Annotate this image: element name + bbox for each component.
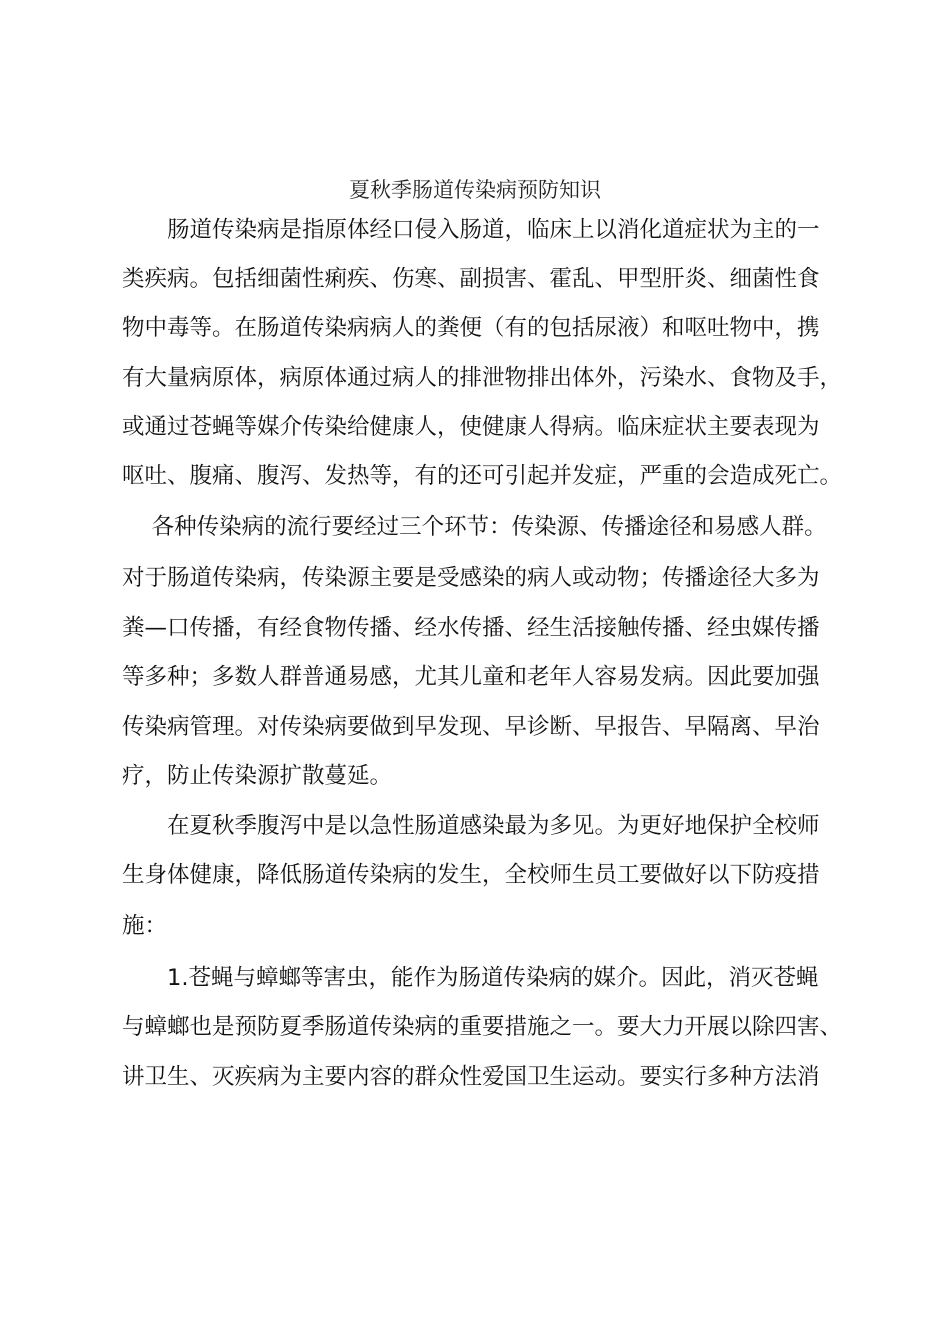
body-line: 在夏秋季腹泻中是以急性肠道感染最为多见。为更好地保护全校师	[122, 813, 820, 839]
body-line: 肠道传染病是指原体经口侵入肠道，临床上以消化道症状为主的一	[122, 217, 820, 243]
body-line: 等多种；多数人群普通易感，尤其儿童和老年人容易发病。因此要加强	[122, 664, 820, 690]
body-line: 与蟑螂也是预防夏季肠道传染病的重要措施之一。要大力开展以除四害、	[122, 1014, 843, 1040]
body-line: 生身体健康，降低肠道传染病的发生，全校师生员工要做好以下防疫措	[122, 862, 820, 888]
body-line: 各种传染病的流行要经过三个环节：传染源、传播途径和易感人群。	[122, 514, 827, 540]
body-line: 对于肠道传染病，传染源主要是受感染的病人或动物；传播途径大多为	[122, 565, 820, 591]
body-line: 施：	[122, 913, 168, 939]
body-line: 物中毒等。在肠道传染病病人的粪便（有的包括尿液）和呕吐物中，携	[122, 315, 820, 341]
body-line: 讲卫生、灭疾病为主要内容的群众性爱国卫生运动。要实行多种方法消	[122, 1064, 820, 1090]
body-line: 传染病管理。对传染病要做到早发现、早诊断、早报告、早隔离、早治	[122, 714, 820, 740]
document-title: 夏秋季肠道传染病预防知识	[349, 178, 601, 202]
body-line: 或通过苍蝇等媒介传染给健康人，使健康人得病。临床症状主要表现为	[122, 414, 820, 440]
body-line: 有大量病原体，病原体通过病人的排泄物排出体外，污染水、食物及手，	[122, 365, 843, 391]
body-line: 1.苍蝇与蟑螂等害虫，能作为肠道传染病的媒介。因此，消灭苍蝇	[122, 965, 819, 991]
body-line: 类疾病。包括细菌性痢疾、伤寒、副损害、霍乱、甲型肝炎、细菌性食	[122, 266, 820, 292]
body-line: 呕吐、腹痛、腹泻、发热等，有的还可引起并发症，严重的会造成死亡。	[122, 463, 843, 489]
body-line: 疗，防止传染源扩散蔓延。	[122, 763, 393, 789]
body-line: 粪—口传播，有经食物传播、经水传播、经生活接触传播、经虫媒传播	[122, 615, 820, 641]
